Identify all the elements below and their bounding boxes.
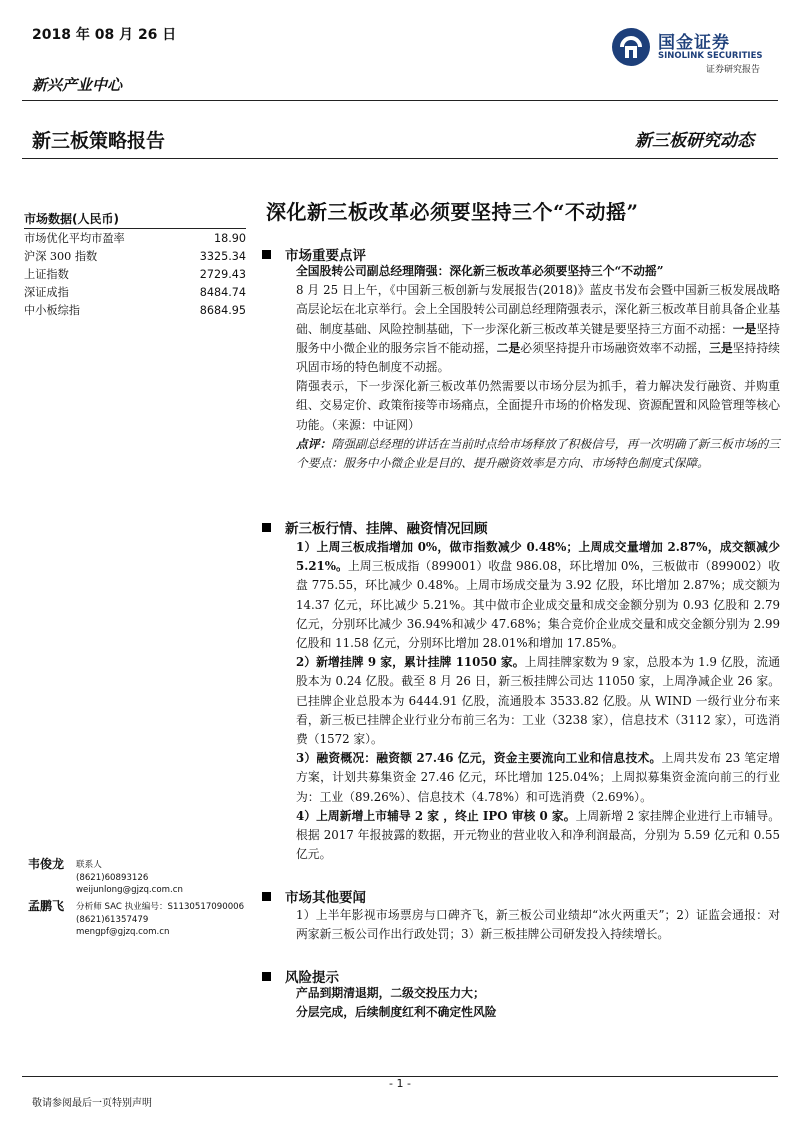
bullet-square-icon — [262, 250, 271, 259]
section-heading-risk: 风险提示 — [262, 966, 339, 986]
header-divider-top — [22, 100, 778, 101]
report-type: 新三板研究动态 — [635, 131, 754, 151]
market-data-divider — [24, 228, 246, 229]
report-date: 2018 年 08 月 26 日 — [32, 27, 177, 43]
market-data-row: 沪深 300 指数 3325.34 — [24, 250, 246, 263]
report-series-title: 新三板策略报告 — [32, 130, 166, 152]
logo-subtitle: 证券研究报告 — [705, 65, 760, 75]
review-paragraph-2: 2）新增挂牌 9 家，累计挂牌 11050 家。上周挂牌家数为 9 家，总股本为 1.9 亿股，流通股本为 0.24 亿股。截至 8 月 26 日，新三板挂牌公司达 11050 家，上周净减企业 26 家。已挂牌企业总股本为 6444.91 亿股，流通股本 3533.82 亿股。从 WIND 一级行业分布来看，新三板已挂牌企业行业分布前三名为：工业（3238 家），信息技术（3112 家），可选消费（1572 家）。 — [296, 655, 780, 747]
bullet-square-icon — [262, 972, 271, 981]
author-name: 韦俊龙 — [28, 857, 65, 871]
other-news-text: 1）上半年影视市场票房与口碑齐飞，新三板公司业绩却“冰火两重天”；2）证监会通报：对两家新三板公司作出行政处罚；3）新三板挂牌公司研发投入持续增长。 — [296, 908, 780, 942]
news-subtitle: 全国股转公司副总经理隋强：深化新三板改革必须要坚持三个“不动摇” — [296, 264, 664, 278]
author-block — [28, 897, 258, 961]
author-name: 孟鹏飞 — [28, 899, 65, 913]
company-emblem-icon — [610, 26, 652, 68]
review-paragraph-3: 3）融资概况：融资额 27.46 亿元，资金主要流向工业和信息技术。上周共发布 23 笔定增方案，计划共募集资金 27.46 亿元，环比增加 125.04%；上周拟募集资金流向前三的行业为：工业（89.26%）、信息技术（4.78%）和可选消费（2.69%）。 — [296, 751, 780, 804]
section-heading-market-comment: 市场重要点评 — [262, 244, 366, 264]
author-email-link[interactable]: weijunlong@gjzq.com.cn — [76, 885, 183, 896]
logo-chinese-name: 国金证券 — [658, 33, 730, 53]
risk-line-1: 产品到期清退期，二级交投压力大； — [296, 986, 485, 1000]
section-market-comment-body — [296, 262, 780, 473]
risk-line-2: 分层完成，后续制度红利不确定性风险 — [296, 1005, 497, 1020]
page-number: - 1 - — [389, 1077, 411, 1090]
review-paragraph-1: 1）上周三板成指增加 0%，做市指数减少 0.48%；上周成交量增加 2.87%，成交额减少 5.21%。上周三板成指（899001）收盘 986.08，环比增加 0%，三板做市（899002）收盘 775.55，环比减少 0.48%。上周市场成交量为 3.92 亿股，环比增加 2.87%；成交额为 14.37 亿元，环比减少 5.21%。其中做市企业成交量和成交金额分别为 0.93 亿股和 2.79 亿元，分别环比减少 36.94%和减少 47.68%；集合竞价企业成交量和成交金额分别为 2.99 亿股和 11.58 亿元，分别环比增加 28.01%和增加 17.85%。 — [296, 540, 780, 651]
section-heading-market-review: 新三板行情、挂牌、融资情况回顾 — [262, 517, 488, 537]
bullet-square-icon — [262, 892, 271, 901]
section-heading-other-news: 市场其他要闻 — [262, 886, 366, 906]
market-data-row: 中小板综指 8684.95 — [24, 304, 246, 317]
disclaimer-note: 敬请参阅最后一页特别声明 — [32, 1098, 152, 1109]
market-data-table — [24, 230, 246, 320]
author-list — [28, 855, 258, 961]
research-center: 新兴产业中心 — [32, 76, 123, 94]
market-data-title: 市场数据(人民币) — [24, 212, 119, 226]
news-paragraph-1: 8 月 25 日上午，《中国新三板创新与发展报告(2018)》蓝皮书发布会暨中国新三板发展战略高层论坛在北京举行。会上全国股转公司副总经理隋强表示，深化新三板改革目前具备企业基础、制度基础、风险控制基础，下一步深化新三板改革关键是要坚持三方面不动摇：一是坚持服务中小微企业的服务宗旨不能动摇，二是必须坚持提升市场融资效率不动摇，三是坚持持续巩固市场的特色制度不动摇。 — [296, 283, 780, 375]
header-divider-bottom — [22, 158, 778, 159]
section-other-news-body — [296, 906, 780, 944]
author-email-link[interactable]: mengpf@gjzq.com.cn — [76, 927, 170, 938]
market-data-row: 上证指数 2729.43 — [24, 268, 246, 281]
bullet-square-icon — [262, 523, 271, 532]
market-data-row: 深证成指 8484.74 — [24, 286, 246, 299]
analyst-comment: 点评：隋强副总经理的讲话在当前时点给市场释放了积极信号，再一次明确了新三板市场的三个要点：服务中小微企业是目的、提升融资效率是方向、市场特色制度式保障。 — [296, 436, 780, 471]
author-info: 联系人 (8621)60893126 weijunlong@gjzq.com.cn — [76, 860, 183, 896]
headline: 深化新三板改革必须要坚持三个“不动摇” — [266, 200, 639, 224]
news-paragraph-2: 隋强表示，下一步深化新三板改革仍然需要以市场分层为抓手，着力解决发行融资、并购重组、交易定价、政策衔接等市场痛点，全面提升市场的价格发现、资源配置和风险管理等核心功能。（来源：中证网） — [296, 379, 780, 432]
author-info: 分析师 SAC 执业编号：S1130517090006 (8621)61357479 mengpf@gjzq.com.cn — [76, 902, 245, 938]
review-paragraph-4: 4）上周新增上市辅导 2 家 ，终止 IPO 审核 0 家。上周新增 2 家挂牌企业进行上市辅导。根据 2017 年报披露的数据，开元物业的营业收入和净利润最高，分别为 5.59 亿元和 0.55 亿元。 — [296, 808, 780, 862]
logo-english-name: SINOLINK SECURITIES — [658, 51, 763, 61]
market-data-row: 市场优化平均市盈率 18.90 — [24, 232, 246, 245]
section-market-review-body — [296, 538, 780, 864]
section-risk-body — [296, 984, 780, 1022]
